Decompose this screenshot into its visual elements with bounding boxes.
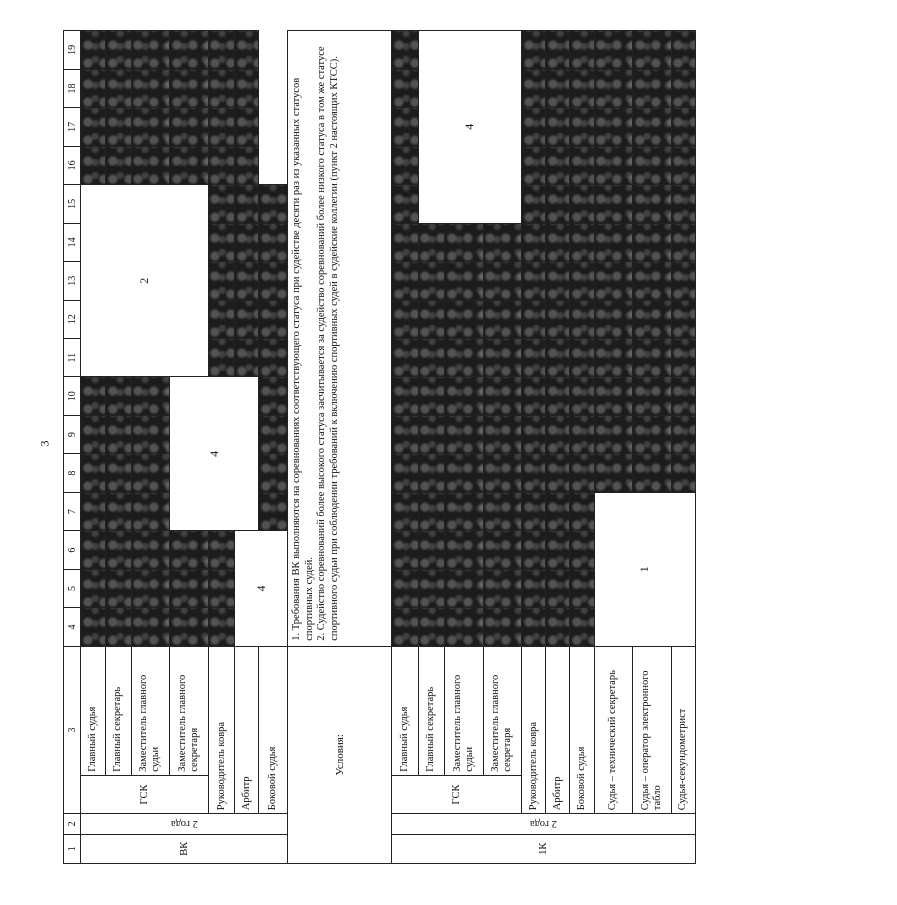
shaded-cell — [106, 377, 131, 415]
shaded-cell — [546, 415, 570, 453]
shaded-cell — [546, 492, 570, 530]
shaded-cell — [522, 454, 546, 492]
row-label: Заместитель главного секретаря — [170, 646, 209, 775]
shaded-cell — [570, 608, 594, 646]
shaded-cell — [208, 262, 235, 300]
shaded-cell — [445, 569, 484, 607]
shaded-cell — [170, 146, 209, 184]
shaded-cell — [170, 69, 209, 107]
col-header: 18 — [64, 69, 81, 107]
shaded-cell — [170, 608, 209, 646]
shaded-cell — [418, 608, 445, 646]
shaded-cell — [106, 31, 131, 70]
shaded-cell — [208, 569, 235, 607]
shaded-cell — [445, 377, 484, 415]
shaded-cell — [392, 262, 419, 300]
shaded-cell — [546, 31, 570, 70]
row-label: Заместитель главного секретаря — [483, 646, 522, 775]
shaded-cell — [445, 454, 484, 492]
shaded-cell — [671, 262, 695, 300]
shaded-cell — [546, 69, 570, 107]
shaded-cell — [131, 531, 170, 569]
shaded-cell — [522, 69, 546, 107]
shaded-cell — [546, 531, 570, 569]
shaded-cell — [522, 223, 546, 261]
shaded-cell — [633, 338, 672, 376]
vk-gsk: ГСК — [81, 775, 209, 813]
shaded-cell — [522, 300, 546, 338]
vk-value: 2 — [81, 185, 209, 377]
col-header: 12 — [64, 300, 81, 338]
shaded-cell — [235, 31, 259, 70]
shaded-cell — [546, 223, 570, 261]
shaded-cell — [594, 108, 633, 146]
shaded-cell — [633, 223, 672, 261]
col-header: 3 — [64, 646, 81, 813]
conditions-label: Условия: — [288, 646, 392, 863]
col-header: 8 — [64, 454, 81, 492]
shaded-cell — [633, 415, 672, 453]
col-header: 15 — [64, 185, 81, 223]
shaded-cell — [259, 223, 288, 261]
shaded-cell — [546, 454, 570, 492]
shaded-cell — [570, 569, 594, 607]
vk-category: ВК — [81, 834, 288, 863]
shaded-cell — [259, 492, 288, 530]
col-header: 16 — [64, 146, 81, 184]
shaded-cell — [570, 531, 594, 569]
col-header: 17 — [64, 108, 81, 146]
shaded-cell — [594, 262, 633, 300]
col-header: 11 — [64, 338, 81, 376]
condition-1: 1. Требования ВК выполняются на соревнованиях соответствующего статуса при судействе десяти раз из указанных статусов спортивных судей. — [291, 77, 315, 641]
shaded-cell — [131, 569, 170, 607]
shaded-cell — [81, 531, 106, 569]
shaded-cell — [235, 300, 259, 338]
shaded-cell — [106, 531, 131, 569]
shaded-cell — [418, 415, 445, 453]
shaded-cell — [546, 569, 570, 607]
shaded-cell — [106, 69, 131, 107]
table-row — [131, 31, 170, 864]
shaded-cell — [546, 300, 570, 338]
shaded-cell — [259, 377, 288, 415]
shaded-cell — [633, 262, 672, 300]
col-header: 13 — [64, 262, 81, 300]
shaded-cell — [392, 608, 419, 646]
shaded-cell — [392, 223, 419, 261]
shaded-cell — [483, 492, 522, 530]
shaded-cell — [522, 415, 546, 453]
shaded-cell — [633, 31, 672, 70]
shaded-cell — [671, 415, 695, 453]
shaded-cell — [570, 108, 594, 146]
shaded-cell — [208, 146, 235, 184]
shaded-cell — [594, 338, 633, 376]
shaded-cell — [445, 223, 484, 261]
shaded-cell — [259, 185, 288, 223]
shaded-cell — [170, 569, 209, 607]
col-header: 2 — [64, 814, 81, 834]
shaded-cell — [208, 31, 235, 70]
shaded-cell — [392, 531, 419, 569]
shaded-cell — [392, 338, 419, 376]
shaded-cell — [235, 223, 259, 261]
vk-value: 4 — [235, 531, 288, 646]
shaded-cell — [633, 69, 672, 107]
row-label: Арбитр — [235, 646, 259, 813]
table-row — [633, 31, 672, 864]
shaded-cell — [170, 31, 209, 70]
shaded-cell — [483, 454, 522, 492]
row-label: Судья-секундометрист — [671, 646, 695, 813]
shaded-cell — [594, 146, 633, 184]
shaded-cell — [235, 338, 259, 376]
shaded-cell — [594, 31, 633, 70]
shaded-cell — [131, 415, 170, 453]
shaded-cell — [633, 300, 672, 338]
shaded-cell — [235, 69, 259, 107]
row-label: Руководитель ковра — [208, 646, 235, 813]
vk-term-cell — [81, 814, 288, 834]
shaded-cell — [671, 69, 695, 107]
table-row — [671, 31, 695, 864]
table-row — [570, 31, 594, 864]
table-row — [81, 31, 106, 864]
shaded-cell — [633, 108, 672, 146]
shaded-cell — [259, 262, 288, 300]
table-wrapper — [63, 30, 897, 856]
shaded-cell — [546, 262, 570, 300]
shaded-cell — [483, 377, 522, 415]
col-header: 9 — [64, 415, 81, 453]
shaded-cell — [81, 31, 106, 70]
col-header: 6 — [64, 531, 81, 569]
shaded-cell — [392, 454, 419, 492]
shaded-cell — [570, 338, 594, 376]
shaded-cell — [418, 454, 445, 492]
shaded-cell — [81, 377, 106, 415]
row-label: Главный судья — [392, 646, 419, 775]
row-label: Боковой судья — [259, 646, 288, 813]
shaded-cell — [522, 31, 546, 70]
k1-value: 1 — [594, 492, 695, 646]
shaded-cell — [483, 338, 522, 376]
shaded-cell — [570, 300, 594, 338]
shaded-cell — [483, 569, 522, 607]
shaded-cell — [594, 69, 633, 107]
shaded-cell — [633, 377, 672, 415]
shaded-cell — [131, 146, 170, 184]
shaded-cell — [570, 31, 594, 70]
shaded-cell — [483, 415, 522, 453]
shaded-cell — [570, 492, 594, 530]
row-label: Боковой судья — [570, 646, 594, 813]
shaded-cell — [570, 377, 594, 415]
shaded-cell — [131, 69, 170, 107]
shaded-cell — [594, 415, 633, 453]
shaded-cell — [81, 608, 106, 646]
k1-value: 4 — [418, 31, 522, 224]
shaded-cell — [259, 338, 288, 376]
col-header: 4 — [64, 608, 81, 646]
shaded-cell — [570, 146, 594, 184]
shaded-cell — [392, 569, 419, 607]
shaded-cell — [208, 223, 235, 261]
shaded-cell — [259, 415, 288, 453]
shaded-cell — [208, 108, 235, 146]
shaded-cell — [170, 531, 209, 569]
shaded-cell — [392, 108, 419, 146]
shaded-cell — [671, 146, 695, 184]
shaded-cell — [483, 300, 522, 338]
row-label: Руководитель ковра — [522, 646, 546, 813]
shaded-cell — [671, 300, 695, 338]
shaded-cell — [106, 108, 131, 146]
shaded-cell — [546, 608, 570, 646]
shaded-cell — [671, 454, 695, 492]
col-header: 1 — [64, 834, 81, 863]
shaded-cell — [392, 300, 419, 338]
shaded-cell — [633, 146, 672, 184]
shaded-cell — [392, 185, 419, 223]
shaded-cell — [483, 223, 522, 261]
conditions-row — [288, 31, 392, 864]
shaded-cell — [81, 454, 106, 492]
shaded-cell — [522, 146, 546, 184]
shaded-cell — [445, 492, 484, 530]
shaded-cell — [522, 531, 546, 569]
shaded-cell — [522, 492, 546, 530]
shaded-cell — [131, 31, 170, 70]
k1-term-cell — [392, 814, 696, 834]
col-header: 14 — [64, 223, 81, 261]
shaded-cell — [259, 454, 288, 492]
shaded-cell — [418, 492, 445, 530]
shaded-cell — [546, 146, 570, 184]
shaded-cell — [546, 338, 570, 376]
shaded-cell — [546, 185, 570, 223]
shaded-cell — [445, 531, 484, 569]
shaded-cell — [208, 608, 235, 646]
vk-value: 4 — [170, 377, 259, 531]
shaded-cell — [671, 338, 695, 376]
shaded-cell — [418, 377, 445, 415]
shaded-cell — [522, 608, 546, 646]
shaded-cell — [522, 108, 546, 146]
shaded-cell — [418, 300, 445, 338]
page-number: 3 — [37, 440, 52, 447]
shaded-cell — [546, 377, 570, 415]
shaded-cell — [570, 185, 594, 223]
shaded-cell — [81, 492, 106, 530]
shaded-cell — [445, 338, 484, 376]
shaded-cell — [418, 262, 445, 300]
shaded-cell — [671, 185, 695, 223]
shaded-cell — [235, 262, 259, 300]
table-row — [594, 31, 633, 864]
shaded-cell — [418, 569, 445, 607]
shaded-cell — [106, 146, 131, 184]
vk-term: 2 года — [170, 818, 198, 830]
shaded-cell — [671, 223, 695, 261]
shaded-cell — [208, 300, 235, 338]
table-row — [259, 31, 288, 864]
col-header: 10 — [64, 377, 81, 415]
shaded-cell — [445, 300, 484, 338]
shaded-cell — [235, 185, 259, 223]
shaded-cell — [570, 69, 594, 107]
qualification-table — [63, 30, 696, 864]
shaded-cell — [483, 608, 522, 646]
k1-term: 2 года — [530, 818, 557, 830]
shaded-cell — [81, 569, 106, 607]
shaded-cell — [208, 338, 235, 376]
col-header: 5 — [64, 569, 81, 607]
shaded-cell — [594, 185, 633, 223]
k1-category: 1К — [392, 834, 696, 863]
row-label: Арбитр — [546, 646, 570, 813]
shaded-cell — [594, 300, 633, 338]
shaded-cell — [392, 31, 419, 70]
shaded-cell — [418, 338, 445, 376]
shaded-cell — [81, 108, 106, 146]
row-label: Главный судья — [81, 646, 106, 775]
shaded-cell — [106, 415, 131, 453]
shaded-cell — [418, 223, 445, 261]
shaded-cell — [106, 608, 131, 646]
shaded-cell — [445, 608, 484, 646]
row-label: Заместитель главного судьи — [131, 646, 170, 775]
row-label: Судья – оператор электронного табло — [633, 646, 672, 813]
shaded-cell — [570, 415, 594, 453]
shaded-cell — [392, 377, 419, 415]
col-header: 19 — [64, 31, 81, 70]
conditions-text — [288, 31, 392, 647]
table-row — [418, 31, 445, 864]
shaded-cell — [522, 185, 546, 223]
shaded-cell — [81, 69, 106, 107]
table-row — [392, 31, 419, 864]
shaded-cell — [392, 492, 419, 530]
shaded-cell — [570, 454, 594, 492]
table-row — [106, 31, 131, 864]
shaded-cell — [131, 108, 170, 146]
row-label: Заместитель главного судьи — [445, 646, 484, 775]
shaded-cell — [81, 146, 106, 184]
shaded-cell — [671, 108, 695, 146]
shaded-cell — [522, 377, 546, 415]
row-label: Судья – технический секретарь — [594, 646, 633, 813]
header-row — [64, 31, 81, 864]
row-label: Главный секретарь — [418, 646, 445, 775]
shaded-cell — [671, 377, 695, 415]
shaded-cell — [392, 69, 419, 107]
shaded-cell — [235, 108, 259, 146]
shaded-cell — [594, 377, 633, 415]
shaded-cell — [522, 262, 546, 300]
shaded-cell — [131, 608, 170, 646]
row-label: Главный секретарь — [106, 646, 131, 775]
table-row — [522, 31, 546, 864]
shaded-cell — [570, 262, 594, 300]
table-row — [170, 31, 209, 864]
shaded-cell — [131, 454, 170, 492]
shaded-cell — [594, 223, 633, 261]
shaded-cell — [131, 377, 170, 415]
shaded-cell — [633, 454, 672, 492]
col-header: 7 — [64, 492, 81, 530]
shaded-cell — [392, 415, 419, 453]
shaded-cell — [106, 569, 131, 607]
shaded-cell — [483, 531, 522, 569]
shaded-cell — [259, 300, 288, 338]
shaded-cell — [235, 146, 259, 184]
shaded-cell — [445, 262, 484, 300]
shaded-cell — [570, 223, 594, 261]
shaded-cell — [671, 31, 695, 70]
condition-2: 2. Судейство соревнований более высокого статуса засчитывается за судейство соревнований более низкого статуса в том же статусе спортивного судьи при соблюдении требований к включению спортивных судей в судейские коллегии (пункт 2 настоящих КТСС). — [316, 46, 340, 641]
shaded-cell — [522, 338, 546, 376]
shaded-cell — [208, 531, 235, 569]
shaded-cell — [522, 569, 546, 607]
shaded-cell — [208, 69, 235, 107]
shaded-cell — [208, 185, 235, 223]
k1-gsk: ГСК — [392, 775, 522, 813]
shaded-cell — [546, 108, 570, 146]
shaded-cell — [483, 262, 522, 300]
shaded-cell — [633, 185, 672, 223]
shaded-cell — [106, 454, 131, 492]
shaded-cell — [131, 492, 170, 530]
shaded-cell — [170, 108, 209, 146]
shaded-cell — [106, 492, 131, 530]
shaded-cell — [594, 454, 633, 492]
shaded-cell — [81, 415, 106, 453]
shaded-cell — [392, 146, 419, 184]
table-row — [546, 31, 570, 864]
shaded-cell — [445, 415, 484, 453]
shaded-cell — [418, 531, 445, 569]
